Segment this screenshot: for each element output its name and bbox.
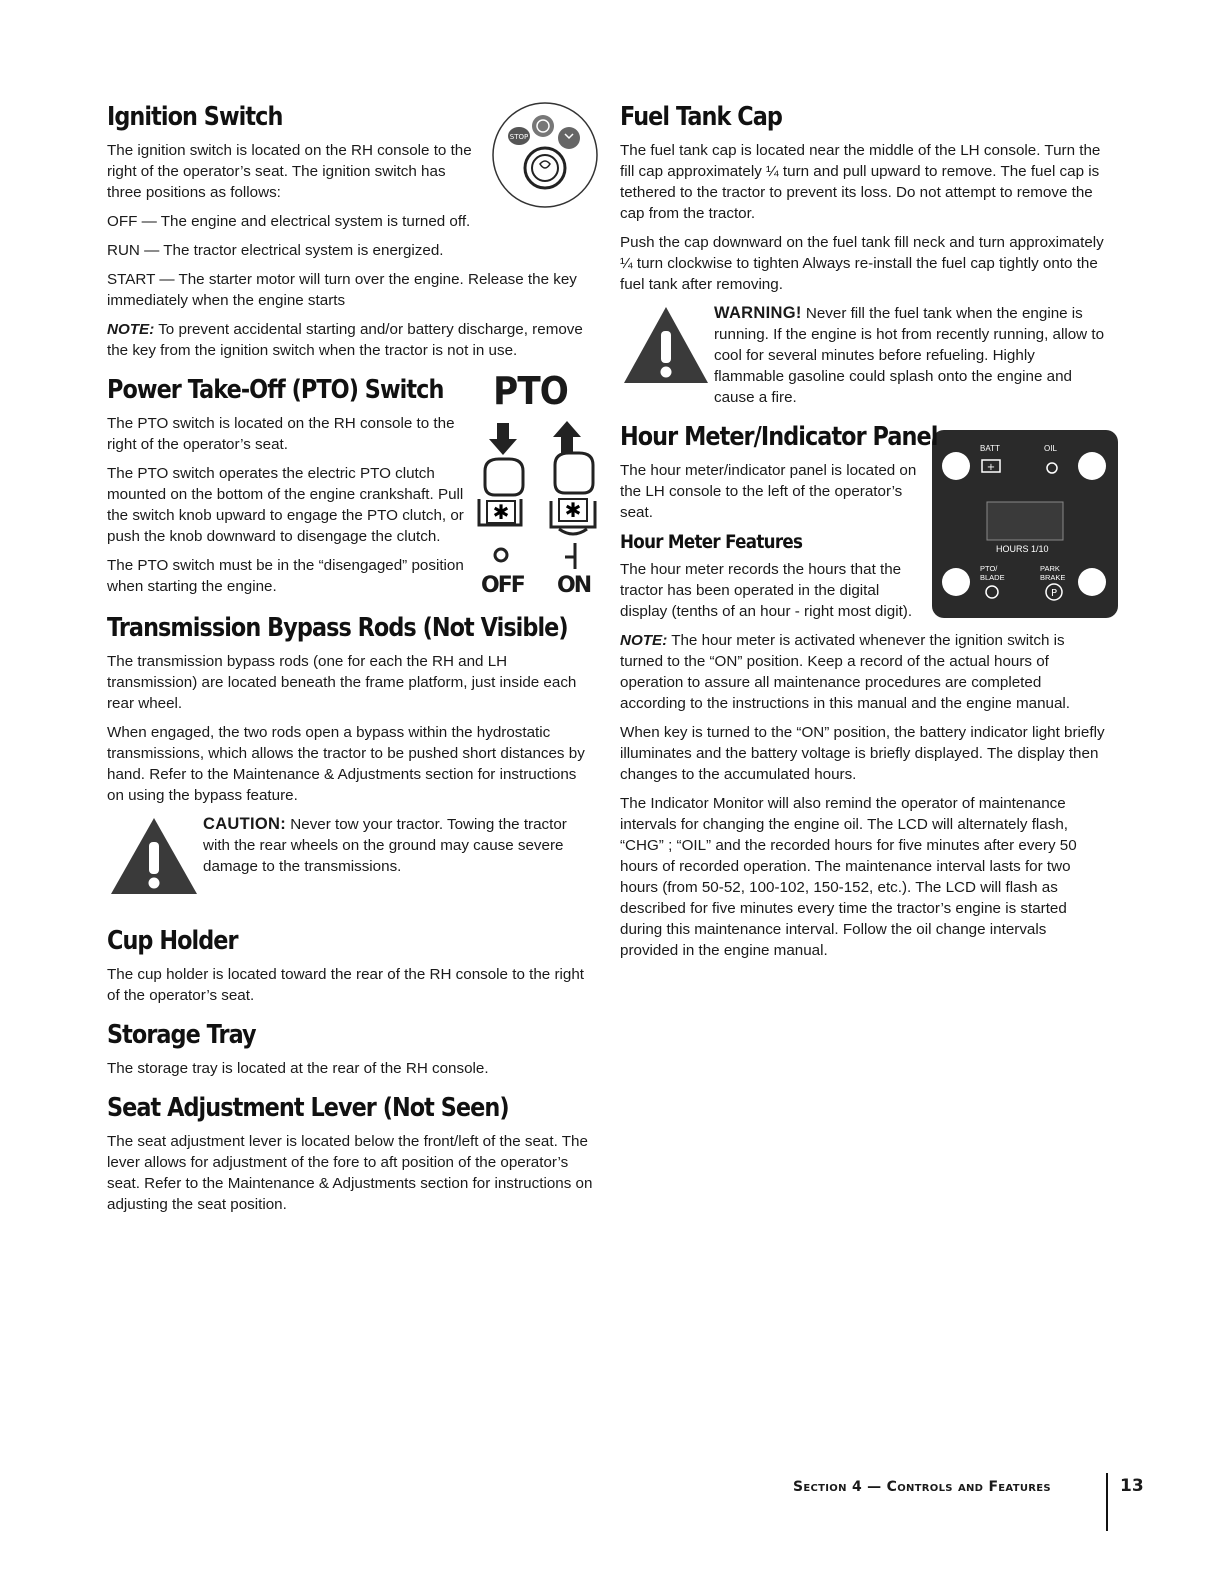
hour-p4: The Indicator Monitor will also remind the operator of maintenance intervals for changing the engine oil. The LCD will alternately flash, “CHG” ; “OIL” and the recorded hours for five minutes after every 50 hours of recorded operation. The maintenance interval lasts for two hours (from 50-52, 100-102, 150-152, etc.). The LCD will flash as described for five minutes every time the tractor’s engine is started during this maintenance interval. Follow the oil change intervals provided in the engine manual. — [620, 795, 1077, 959]
ignition-section — [107, 102, 597, 361]
hour-subheading: Hour Meter Features — [620, 531, 803, 553]
panel-batt-label: BATT — [980, 444, 1000, 453]
pto-off-label: OFF — [481, 573, 524, 598]
cup-section — [107, 926, 597, 1006]
cup-p1: The cup holder is located toward the rear of the RH console to the right of the operator’s seat. — [107, 966, 584, 1004]
footer-section-name: Controls and Features — [886, 1479, 1051, 1495]
hour-note-text: The hour meter is activated whenever the ignition switch is turned to the “ON” position. Keep a record of the actual hours of operation to assure all maintenance procedures are completed according to the instructions in this manual and the engine manual. — [620, 632, 1070, 712]
footer-dash: — — [861, 1479, 887, 1495]
seat-heading: Seat Adjustment Lever (Not Seen) — [107, 1093, 509, 1123]
fuel-p2: Push the cap downward on the fuel tank fill neck and turn approximately ¼ turn clockwise to tighten Always re-install the fuel cap tightly onto the fuel tank after removing. — [620, 234, 1104, 293]
hour-p3: When key is turned to the “ON” position, the battery indicator light briefly illuminates and the battery voltage is briefly displayed. The display then changes to the accumulated hours. — [620, 724, 1105, 783]
warning-text: Never fill the fuel tank when the engine is running. If the engine is hot from recently running, allow to cool for several minutes before refueling. Highly flammable gasoline could splash onto the engine and cause a fire. — [714, 305, 1105, 406]
pto-knob-icon — [475, 375, 605, 605]
warning-triangle-icon — [620, 303, 712, 387]
note-label: NOTE: — [107, 321, 155, 338]
hour-p2: The hour meter records the hours that the tractor has been operated in the digital display (tenths of an hour - right most digit). — [620, 561, 913, 620]
pto-p1: The PTO switch is located on the RH console to the right of the operator’s seat. — [107, 415, 455, 453]
svg-text:P: P — [1050, 588, 1058, 599]
hour-p1: The hour meter/indicator panel is located on the LH console to the left of the operator’s seat. — [620, 462, 917, 521]
pto-figure — [475, 369, 605, 605]
hour-note-label: NOTE: — [620, 632, 668, 649]
seat-section — [107, 1093, 597, 1215]
storage-heading: Storage Tray — [107, 1020, 256, 1050]
caution-text-block — [203, 814, 597, 877]
panel-park-label: PARK BRAKE — [1040, 564, 1066, 582]
seat-p1: The seat adjustment lever is located below the front/left of the seat. The lever allows for adjustment of the fore to aft position of the operator’s seat. Refer to the Maintenance & Adjustments section for instructions on adjusting the seat position. — [107, 1133, 593, 1213]
caution-triangle-icon — [107, 814, 201, 898]
caution-text: Never tow your tractor. Towing the tractor with the rear wheels on the ground may cause severe damage to the transmissions. — [203, 816, 567, 875]
storage-section — [107, 1020, 597, 1079]
panel-pto-label: PTO/ BLADE — [980, 564, 1005, 582]
svg-text:✱: ✱ — [564, 498, 582, 522]
bypass-heading: Transmission Bypass Rods (Not Visible) — [107, 613, 568, 643]
bypass-p2: When engaged, the two rods open a bypass within the hydrostatic transmissions, which allows the tractor to be pushed short distances by hand. Refer to the Maintenance & Adjustments section for instructions on using the bypass feature. — [107, 724, 585, 804]
warning-box — [620, 303, 1108, 408]
ignition-heading: Ignition Switch — [107, 102, 283, 132]
pto-title: PTO — [493, 369, 568, 413]
caution-box — [107, 814, 597, 898]
pto-on-label: ON — [557, 573, 591, 598]
cup-heading: Cup Holder — [107, 926, 238, 956]
ignition-p4: START — The starter motor will turn over the engine. Release the key immediately when the engine starts — [107, 271, 577, 309]
hour-section — [620, 422, 1108, 961]
footer-divider — [1106, 1473, 1108, 1531]
pto-p2: The PTO switch operates the electric PTO clutch mounted on the bottom of the engine crankshaft. Pull the switch knob upward to engage the PTO clutch, or push the knob downward to disengage the clutch. — [107, 465, 464, 545]
panel-oil-label: OIL — [1044, 444, 1057, 453]
hour-note — [620, 630, 1108, 714]
ignition-p3: RUN — The tractor electrical system is energized. — [107, 242, 444, 259]
hour-meter-graphic — [932, 430, 1118, 618]
ignition-note — [107, 319, 597, 361]
fuel-heading: Fuel Tank Cap — [620, 102, 782, 132]
panel-hours-label: HOURS 1/10 — [996, 544, 1049, 554]
page-footer — [793, 1473, 1143, 1513]
pto-heading: Power Take-Off (PTO) Switch — [107, 375, 444, 405]
pto-section — [107, 369, 597, 605]
note-text: To prevent accidental starting and/or battery discharge, remove the key from the ignition switch when the tractor is not in use. — [107, 321, 583, 359]
ignition-stop-label: STOP — [509, 133, 529, 141]
footer-section-title — [793, 1479, 1051, 1495]
caution-label: CAUTION: — [203, 815, 287, 833]
footer-section-number: Section 4 — [793, 1479, 862, 1495]
hour-meter-panel — [932, 430, 1118, 618]
svg-text:+: + — [986, 462, 996, 473]
fuel-section — [620, 102, 1108, 408]
fuel-p1: The fuel tank cap is located near the middle of the LH console. Turn the fill cap approximately ¼ turn and pull upward to remove. The fuel cap is tethered to the tractor to prevent its loss. Do not attempt to remove the cap from the tractor. — [620, 142, 1101, 222]
left-column — [107, 102, 597, 1229]
pto-p3: The PTO switch must be in the “disengaged” position when starting the engine. — [107, 557, 464, 595]
warning-label: WARNING! — [714, 304, 802, 322]
storage-p1: The storage tray is located at the rear of the RH console. — [107, 1060, 489, 1077]
hour-heading: Hour Meter/Indicator Panel — [620, 422, 938, 452]
right-column — [620, 102, 1108, 975]
page-number: 13 — [1120, 1476, 1144, 1496]
ignition-p2: OFF — The engine and electrical system is turned off. — [107, 213, 471, 230]
svg-text:✱: ✱ — [492, 500, 510, 524]
bypass-p1: The transmission bypass rods (one for each the RH and LH transmission) are located beneath the frame platform, just inside each rear wheel. — [107, 653, 577, 712]
warning-text-block — [714, 303, 1108, 408]
ignition-p1: The ignition switch is located on the RH console to the right of the operator’s seat. The ignition switch has three positions as follows: — [107, 142, 472, 201]
bypass-section — [107, 613, 597, 898]
